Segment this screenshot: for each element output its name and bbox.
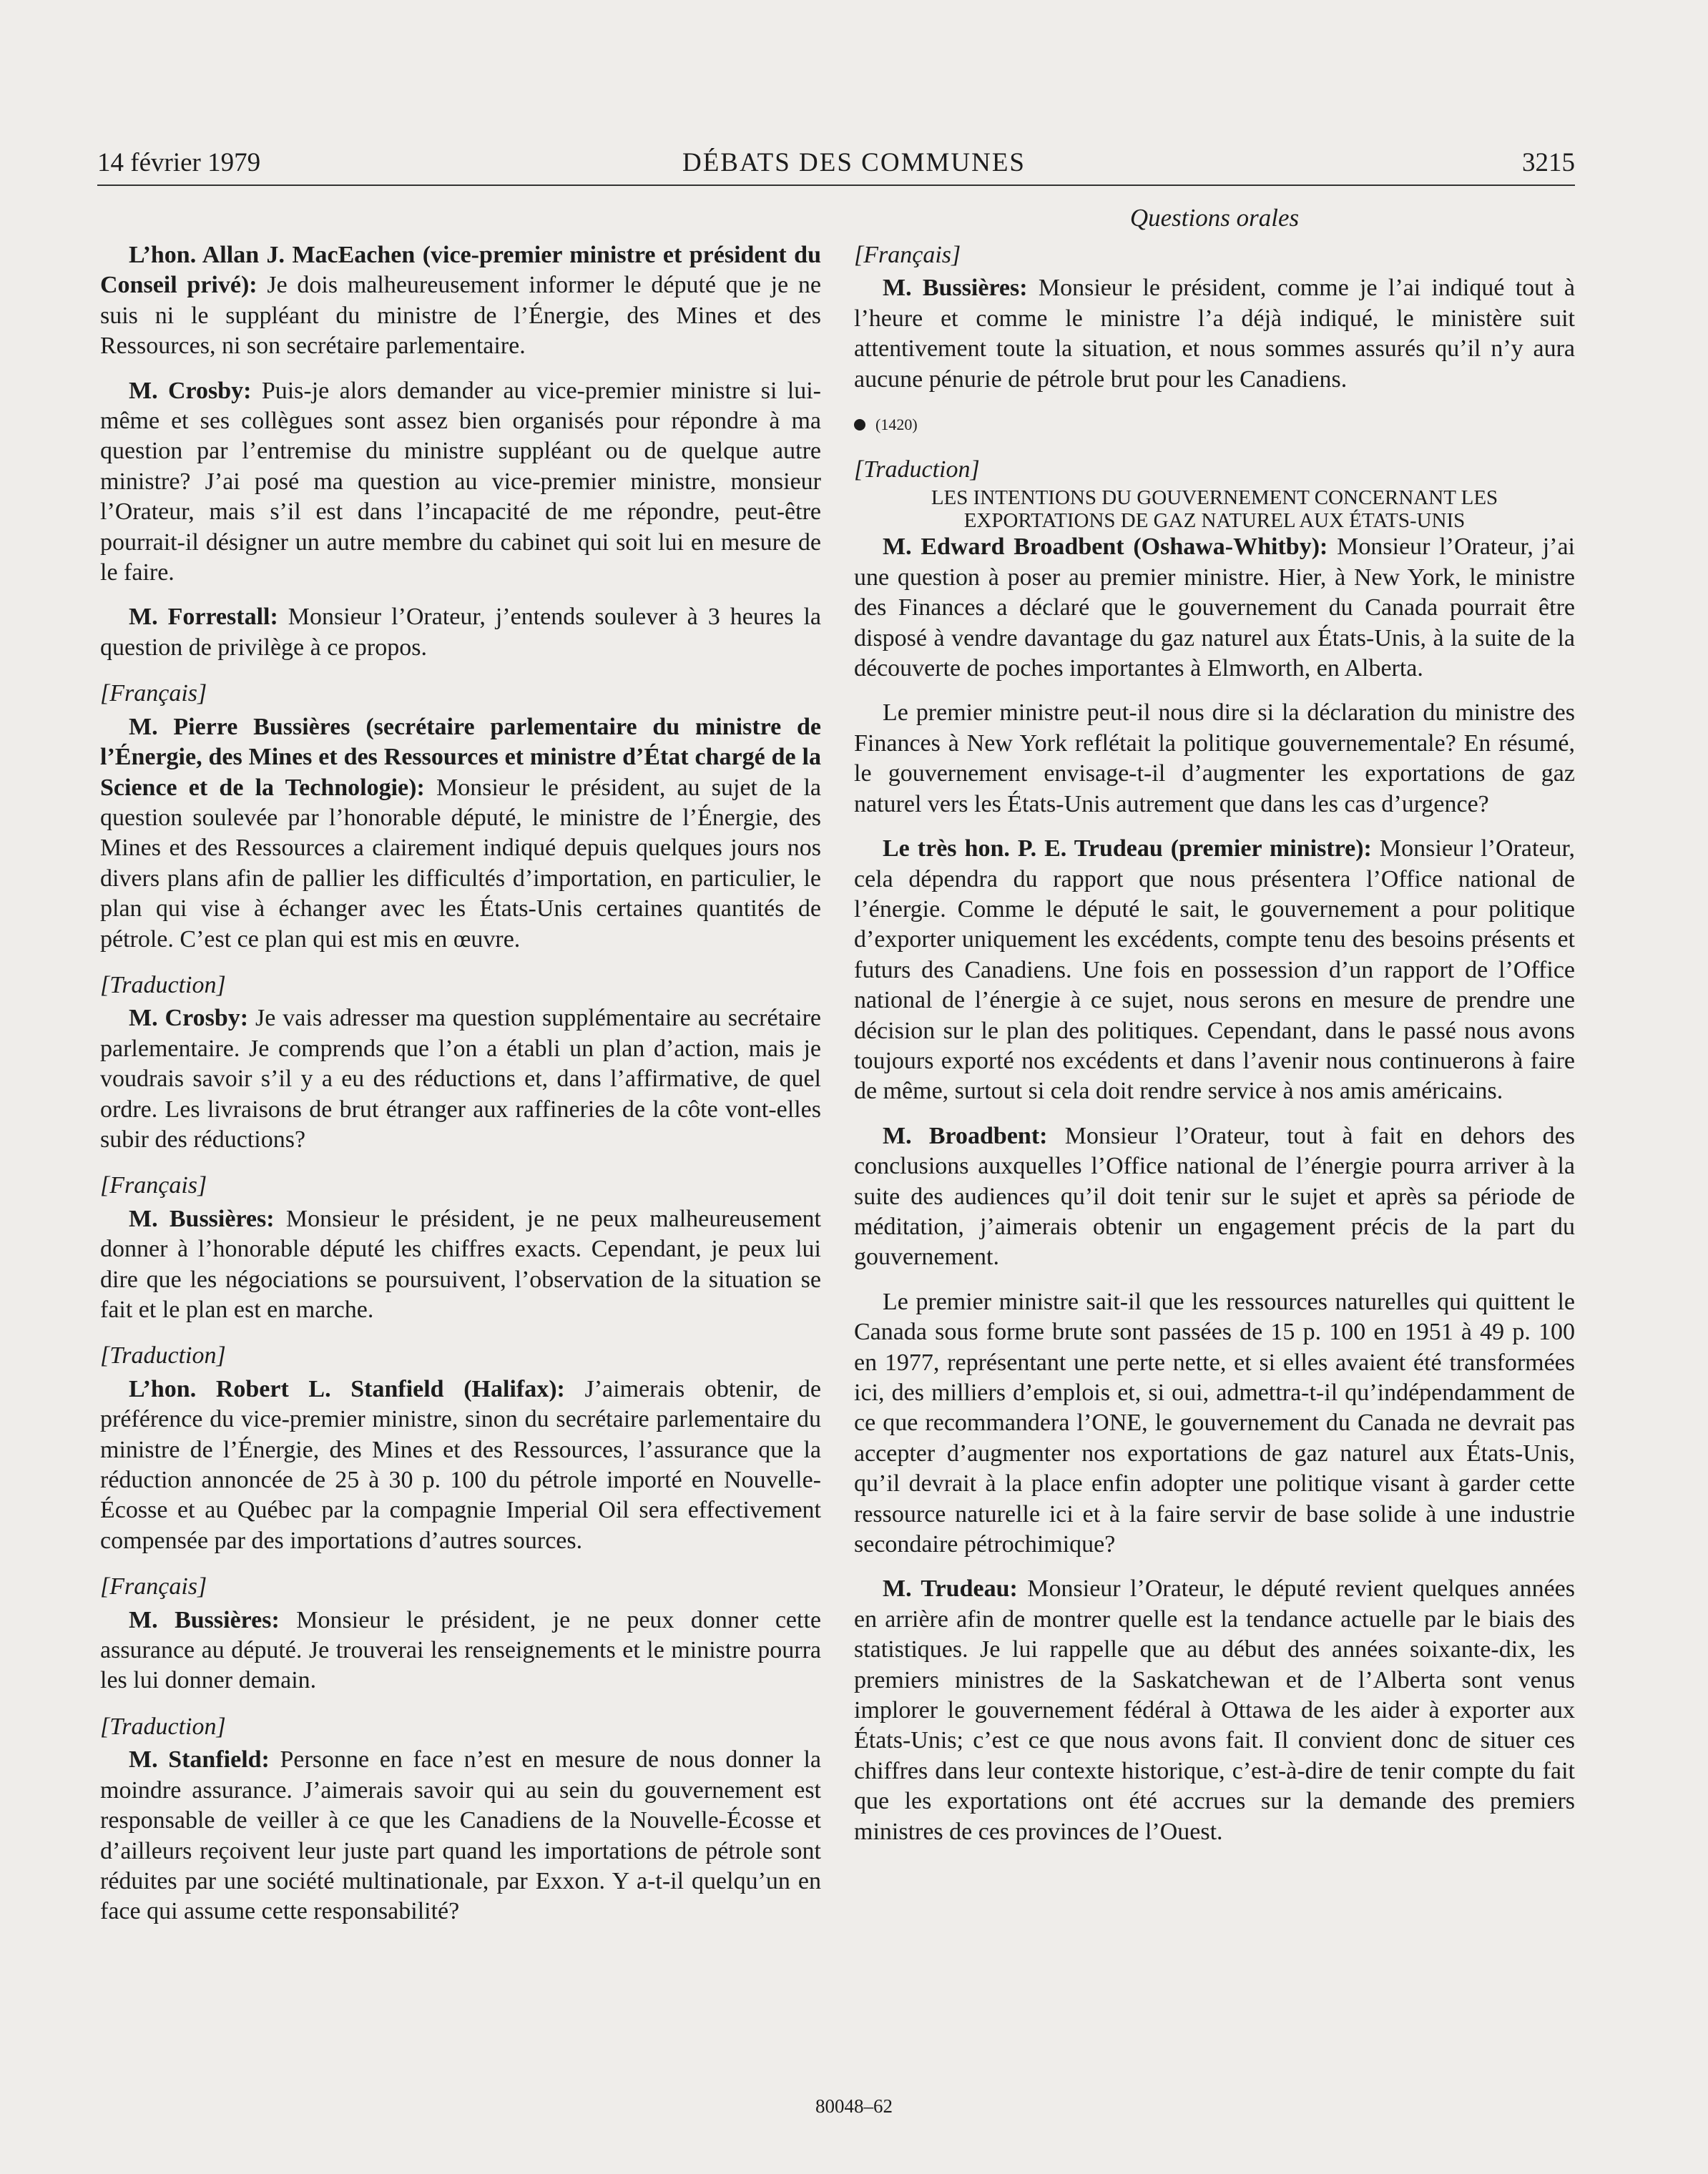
right-column xyxy=(854,240,1575,1847)
bullet-icon xyxy=(854,419,865,431)
language-marker: [Traduction] xyxy=(100,971,226,998)
speaker-name: M. Broadbent: xyxy=(883,1122,1048,1149)
speaker-name: M. Stanfield: xyxy=(129,1746,270,1774)
header-rule xyxy=(97,185,1575,186)
speech-text: Puis-je alors demander au vice-premier ministre si lui-même et ses collègues sont assez bien organisés pour répondre à ma question par l’entremise du ministre suppléant ou de quelque autre ministre? J’ai posé ma question au vice-premier ministre, monsieur l’Orateur, mais s’il est dans l’incapacité de me répondre, peut-être pourrait-il désigner un autre membre du cabinet qui soit lui en mesure de le faire. xyxy=(100,377,821,586)
speech-text: Monsieur l’Orateur, j’ai une question à poser au premier ministre. Hier, à New York, le ministre des Finances a déclaré que le gouvernement du Canada pourrait être disposé à vendre davantage du gaz naturel aux États-Unis, à la suite de la découverte de poches importantes à Elmworth, en Alberta. xyxy=(854,533,1575,682)
speech-paragraph xyxy=(854,273,1575,395)
speech-paragraph xyxy=(100,1003,821,1155)
speech-paragraph xyxy=(100,1374,821,1556)
speech-text: Monsieur l’Orateur, le député revient quelques années en arrière afin de montrer quelle est la tendance actuelle par le biais des statistiques. Je lui rappelle que au début des années soixante-dix, les premiers ministres de la Saskatchewan et de l’Alberta sont venus implorer le gouvernement fédéral à Ottawa de les aider à exporter aux États-Unis; c’est ce que nous avons fait. Il convient donc de situer ces chiffres dans leur contexte historique, c’est-à-dire de tenir compte du fait que les exportations ont été accrues sur la demande des premiers ministres de ces provinces de l’Ouest. xyxy=(854,1575,1575,1845)
language-marker: [Français] xyxy=(100,1172,207,1199)
language-marker: [Traduction] xyxy=(854,456,980,483)
speaker-name: M. Crosby: xyxy=(129,1005,249,1032)
speech-text: Monsieur l’Orateur, j’entends soulever à 3 heures la question de privilège à ce propos. xyxy=(100,604,821,661)
speaker-name: M. Bussières: xyxy=(883,275,1028,302)
language-marker: [Français] xyxy=(100,1573,207,1600)
header-page-number: 3215 xyxy=(1522,148,1575,177)
header-date: 14 février 1979 xyxy=(97,148,261,177)
speech-paragraph xyxy=(854,834,1575,1107)
speech-text: Monsieur le président, au sujet de la question soulevée par l’honorable député, le ministre de l’Énergie, des Mines et des Ressources a clairement indiqué depuis quelques jours nos divers plans afin de pallier les difficultés d’importation, en particulier, le plan qui vise à échanger avec les États-Unis certaines quantités de pétrole. C’est ce plan qui est mis en œuvre. xyxy=(100,774,822,953)
speech-text: Monsieur le président, je ne peux malheureusement donner à l’honorable député les chiffres exacts. Cependant, je peux lui dire que les négociations se poursuivent, l’observation de la situation se fait et le plan est en marche. xyxy=(100,1205,821,1323)
time-marker-text: (1420) xyxy=(875,415,918,434)
speech-paragraph xyxy=(100,1605,821,1696)
speech-text: Monsieur l’Orateur, cela dépendra du rapport que nous présentera l’Office national de l’énergie. Comme le député le sait, le gouvernement a pour politique d’exporter uniquement les excédents, compte tenu des besoins présents et futurs des Canadiens. Une fois en possession d’un rapport de l’Office national de l’énergie à ce sujet, nous serons en mesure de prendre une décision sur le plan des politiques. Cependant, dans le passé nous avons toujours exporté nos excédents et dans l’avenir nous continuerons à faire de même, surtout si cela doit rendre service à nos amis américains. xyxy=(854,835,1576,1105)
speech-paragraph xyxy=(854,532,1575,684)
speech-paragraph xyxy=(100,602,821,663)
speech-paragraph xyxy=(854,1121,1575,1273)
speaker-name: M. Pierre Bussières (secrétaire parlementaire du ministre de l’Énergie, des Mines et des Ressources et ministre d’État chargé de la Science et de la Technologie): xyxy=(100,713,821,801)
speaker-name: M. Edward Broadbent (Oshawa-Whitby): xyxy=(883,533,1328,561)
language-marker: [Français] xyxy=(100,680,207,707)
section-title: Questions orales xyxy=(1129,204,1300,232)
speech-text: Le premier ministre sait-il que les ressources naturelles qui quittent le Canada sous forme brute sont passées de 15 p. 100 en 1951 à 49 p. 100 en 1977, représentant une perte nette, et si elles avaient été transformées ici, des milliers d’emplois et, si oui, admettra-t-il qu’indépendamment de ce que recommandera l’ONE, le gouvernement du Canada ne devrait pas accepter d’augmenter nos exportations de gaz naturel aux États-Unis, qu’il devrait à la place enfin adopter une politique visant à garder cette ressource naturelle ici et à la faire servir de base solide à une industrie secondaire pétrochimique? xyxy=(854,1288,1575,1558)
speaker-name: M. Crosby: xyxy=(129,377,252,404)
speech-text: Le premier ministre peut-il nous dire si la déclaration du ministre des Finances à New York reflétait la politique gouvernementale? En résumé, le gouvernement envisage-t-il d’augmenter les exportations de gaz naturel vers les États-Unis autrement que dans les cas d’urgence? xyxy=(854,699,1575,817)
language-marker: [Français] xyxy=(854,242,961,268)
speech-paragraph xyxy=(100,376,821,589)
speaker-name: Le très hon. P. E. Trudeau (premier ministre): xyxy=(883,835,1372,862)
speaker-name: M. Trudeau: xyxy=(883,1575,1018,1603)
speech-text: Je dois malheureusement informer le député que je ne suis ni le suppléant du ministre de l’Énergie, des Mines et des Ressources, ni son secrétaire parlementaire. xyxy=(100,272,821,360)
speech-paragraph xyxy=(854,1287,1575,1560)
time-marker xyxy=(854,410,1575,439)
topic-heading: LES INTENTIONS DU GOUVERNEMENT CONCERNANT LES EXPORTATIONS DE GAZ NATUREL AUX ÉTATS-UNIS xyxy=(931,486,1498,533)
speech-paragraph xyxy=(100,712,821,955)
speech-paragraph xyxy=(100,240,821,362)
speaker-name: M. Bussières: xyxy=(129,1606,280,1633)
speaker-name: L’hon. Allan J. MacEachen (vice-premier ministre et président du Conseil privé): xyxy=(100,242,821,299)
speech-paragraph xyxy=(854,1574,1575,1847)
speech-text: Personne en face n’est en mesure de nous donner la moindre assurance. J’aimerais savoir qui au sein du gouvernement est responsable de veiller à ce que les Canadiens de la Nouvelle-Écosse et d’ailleurs reçoivent leur juste part quand les importations de pétrole sont réduites par une société multinationale, par Exxon. Y a-t-il quelqu’un en face qui assume cette responsabilité? xyxy=(100,1746,821,1925)
speech-text: Monsieur le président, je ne peux donner cette assurance au député. Je trouverai les renseignements et le ministre pourra les lui donner demain. xyxy=(100,1606,821,1694)
speech-paragraph xyxy=(100,1204,821,1326)
speech-text: J’aimerais obtenir, de préférence du vice-premier ministre, sinon du secrétaire parlementaire du ministre de l’Énergie, des Mines et des Ressources, l’assurance que la réduction annoncée de 25 à 30 p. 100 du pétrole importé en Nouvelle-Écosse et au Québec par la compagnie Imperial Oil sera effectivement compensée par des importations d’autres sources. xyxy=(100,1375,821,1554)
speech-paragraph xyxy=(100,1745,821,1927)
speech-text: Monsieur le président, comme je l’ai indiqué tout à l’heure et comme le ministre l’a déjà indiqué, le ministère suit attentivement toute la situation, et nous sommes assurés qu’il n’y aura aucune pénurie de pétrole brut pour les Canadiens. xyxy=(854,275,1575,393)
speaker-name: L’hon. Robert L. Stanfield (Halifax): xyxy=(129,1375,565,1402)
speech-paragraph xyxy=(854,698,1575,820)
footer-code: 80048–62 xyxy=(815,2095,893,2117)
speech-text: Monsieur l’Orateur, tout à fait en dehors des conclusions auxquelles l’Office national de l’énergie pourra arriver à la suite des audiences qu’il doit tenir sur le sujet et après sa période de méditation, j’aimerais obtenir un engagement précis de la part du gouvernement. xyxy=(854,1122,1575,1271)
header-title: DÉBATS DES COMMUNES xyxy=(682,148,1026,177)
speaker-name: M. Forrestall: xyxy=(129,604,278,631)
speech-text: Je vais adresser ma question supplémentaire au secrétaire parlementaire. Je comprends que l’on a établi un plan d’action, mais je voudrais savoir s’il y a eu des réductions et, dans l’affirmative, de quel ordre. Les livraisons de brut étranger aux raffineries de la côte vont-elles subir des réductions? xyxy=(100,1005,821,1153)
left-column xyxy=(100,240,821,1927)
language-marker: [Traduction] xyxy=(100,1713,226,1740)
speaker-name: M. Bussières: xyxy=(129,1205,275,1232)
language-marker: [Traduction] xyxy=(100,1342,226,1369)
